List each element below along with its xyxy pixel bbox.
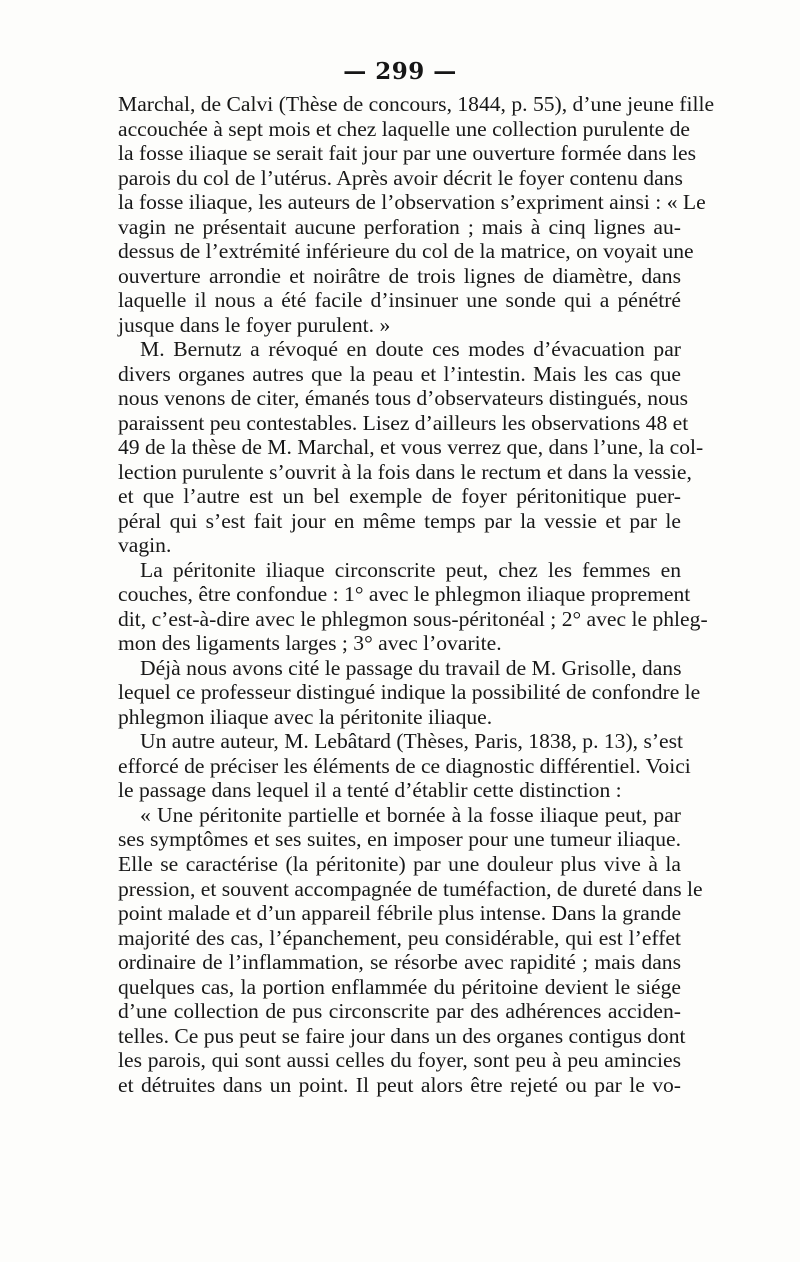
paragraph-end-line: le passage dans lequel il a tenté d’établir cette distinction : [118, 778, 622, 803]
text-line: couches, être confondue : 1° avec le phlegmon iliaque proprement [118, 582, 691, 607]
paragraph-end-line: phlegmon iliaque avec la péritonite iliaque. [118, 704, 493, 729]
text-line: Elle se caractérise (la péritonite) par une douleur plus vive à la [118, 851, 681, 876]
text-line: « Une péritonite partielle et bornée à la fosse iliaque peut, par [140, 802, 681, 827]
text-line: Déjà nous avons cité le passage du travail de M. Grisolle, dans [140, 655, 682, 680]
text-line: Un autre auteur, M. Lebâtard (Thèses, Paris, 1838, p. 13), s’est [140, 729, 684, 754]
text-line: la fosse iliaque se serait fait jour par une ouverture formée dans les [118, 141, 697, 166]
text-line: ses symptômes et ses suites, en imposer pour une tumeur iliaque. [118, 827, 681, 852]
text-line: paraissent peu contestables. Lisez d’ailleurs les observations 48 et [118, 410, 689, 435]
text-line: accouchée à sept mois et chez laquelle une collection purulente de [118, 116, 690, 141]
text-line: dit, c’est-à-dire avec le phlegmon sous-péritonéal ; 2° avec le phleg- [118, 606, 708, 631]
text-line: telles. Ce pus peut se faire jour dans un des organes contigus dont [118, 1023, 686, 1048]
paragraph-end-line: jusque dans le foyer purulent. » [118, 312, 391, 337]
body-text [118, 92, 715, 1097]
text-line: péral qui s’est fait jour en même temps par la vessie et par le [118, 508, 681, 533]
text-line: ouverture arrondie et noirâtre de trois lignes de diamètre, dans [118, 263, 681, 288]
text-line: laquelle il nous a été facile d’insinuer une sonde qui a pénétré [118, 288, 681, 313]
text-line: nous venons de citer, émanés tous d’observateurs distingués, nous [118, 386, 689, 411]
paragraph-end-line: mon des ligaments larges ; 3° avec l’ovarite. [118, 631, 502, 656]
text-line: 49 de la thèse de M. Marchal, et vous verrez que, dans l’une, la col- [118, 435, 704, 460]
text-line: quelques cas, la portion enflammée du péritoine devient le siége [118, 974, 681, 999]
text-line: les parois, qui sont aussi celles du foyer, sont peu à peu amincies [118, 1048, 681, 1073]
text-line: pression, et souvent accompagnée de tuméfaction, de dureté dans le [118, 876, 703, 901]
text-line: Marchal, de Calvi (Thèse de concours, 1844, p. 55), d’une jeune fille [118, 92, 715, 116]
text-line: La péritonite iliaque circonscrite peut, chez les femmes en [140, 557, 681, 582]
text-line: M. Bernutz a révoqué en doute ces modes d’évacuation par [140, 337, 681, 362]
page-number: — 299 — [343, 58, 457, 85]
text-line: efforcé de préciser les éléments de ce diagnostic différentiel. Voici [118, 753, 691, 778]
text-line: lection purulente s’ouvrit à la fois dans le rectum et dans la vessie, [118, 459, 692, 484]
text-line: point malade et d’un appareil fébrile plus intense. Dans la grande [118, 901, 682, 926]
text-line: parois du col de l’utérus. Après avoir décrit le foyer contenu dans [118, 165, 683, 190]
paragraph-end-line: vagin. [118, 533, 172, 558]
text-line: vagin ne présentait aucune perforation ; mais à cinq lignes au- [118, 214, 681, 239]
text-line: majorité des cas, l’épanchement, peu considérable, qui est l’effet [118, 925, 681, 950]
text-line: la fosse iliaque, les auteurs de l’observation s’expriment ainsi : « Le [118, 190, 706, 215]
text-line: dessus de l’extrémité inférieure du col de la matrice, on voyait une [118, 239, 694, 264]
text-line: d’une collection de pus circonscrite par des adhérences acciden- [118, 999, 681, 1024]
text-line: ordinaire de l’inflammation, se résorbe avec rapidité ; mais dans [118, 950, 681, 975]
text-line: lequel ce professeur distingué indique la possibilité de confondre le [118, 680, 701, 705]
text-line: et détruites dans un point. Il peut alors être rejeté ou par le vo- [118, 1072, 681, 1097]
text-line: divers organes autres que la peau et l’intestin. Mais les cas que [118, 361, 681, 386]
text-line: et que l’autre est un bel exemple de foyer péritonitique puer- [118, 484, 681, 509]
